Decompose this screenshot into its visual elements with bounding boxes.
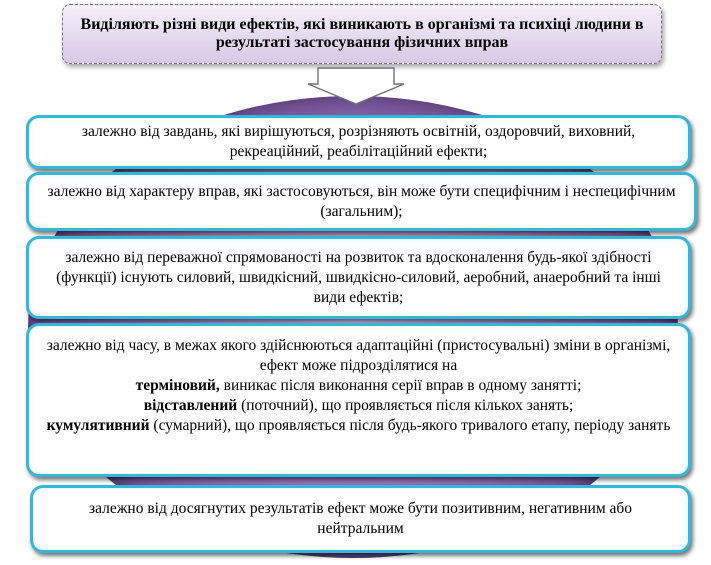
effect-box-by-time bbox=[26, 323, 691, 477]
effect-box-by-tasks bbox=[26, 115, 691, 169]
cumulative-effect-term: кумулятивний bbox=[46, 417, 150, 434]
effect-box-text: залежно від характеру вправ, які застосовуються, він може бути специфічним і неспецифічним (загальним); bbox=[47, 182, 676, 220]
effect-box-text: залежно від досягнутих результатів ефект може бути позитивним, негативним або нейтральним bbox=[88, 500, 633, 537]
delayed-effect-description: (поточний), що проявляється після кількох занять; bbox=[237, 397, 574, 414]
cumulative-effect-description: (сумарний), що проявляється після будь-якого тривалого етапу, періоду занять bbox=[149, 417, 671, 434]
urgent-effect-description: виникає після виконання серії вправ в одному занятті; bbox=[219, 377, 582, 394]
delayed-effect-term: відставлений bbox=[143, 397, 238, 414]
diagram-title: Виділяють різні види ефектів, які виникають в організмі та психіці людини в результаті застосування фізичних вправ bbox=[62, 4, 662, 64]
down-arrow-icon bbox=[306, 66, 406, 106]
effect-box-text: залежно від завдань, які вирішуються, розрізняють освітній, оздоровчий, виховний, рекреаційний, реабілітаційний ефекти; bbox=[81, 123, 636, 160]
urgent-effect-term: терміновий, bbox=[135, 377, 220, 394]
time-intro-text: залежно від часу, в межах якого здійснюються адаптаційні (пристосувальні) зміни в організмі, ефект може підрозділятися на bbox=[46, 337, 671, 374]
effect-box-text: залежно від переважної спрямованості на розвиток та вдосконалення будь-якої здібності (функції) існують силовий, швидкісний, швидкісно-силовий, аеробний, анаеробний та інші види ефектів; bbox=[56, 248, 661, 306]
effect-box-text bbox=[41, 336, 676, 436]
effect-box-by-orientation bbox=[26, 236, 691, 319]
effect-box-by-results bbox=[30, 485, 691, 553]
effect-box-by-exercise-character bbox=[26, 172, 697, 231]
